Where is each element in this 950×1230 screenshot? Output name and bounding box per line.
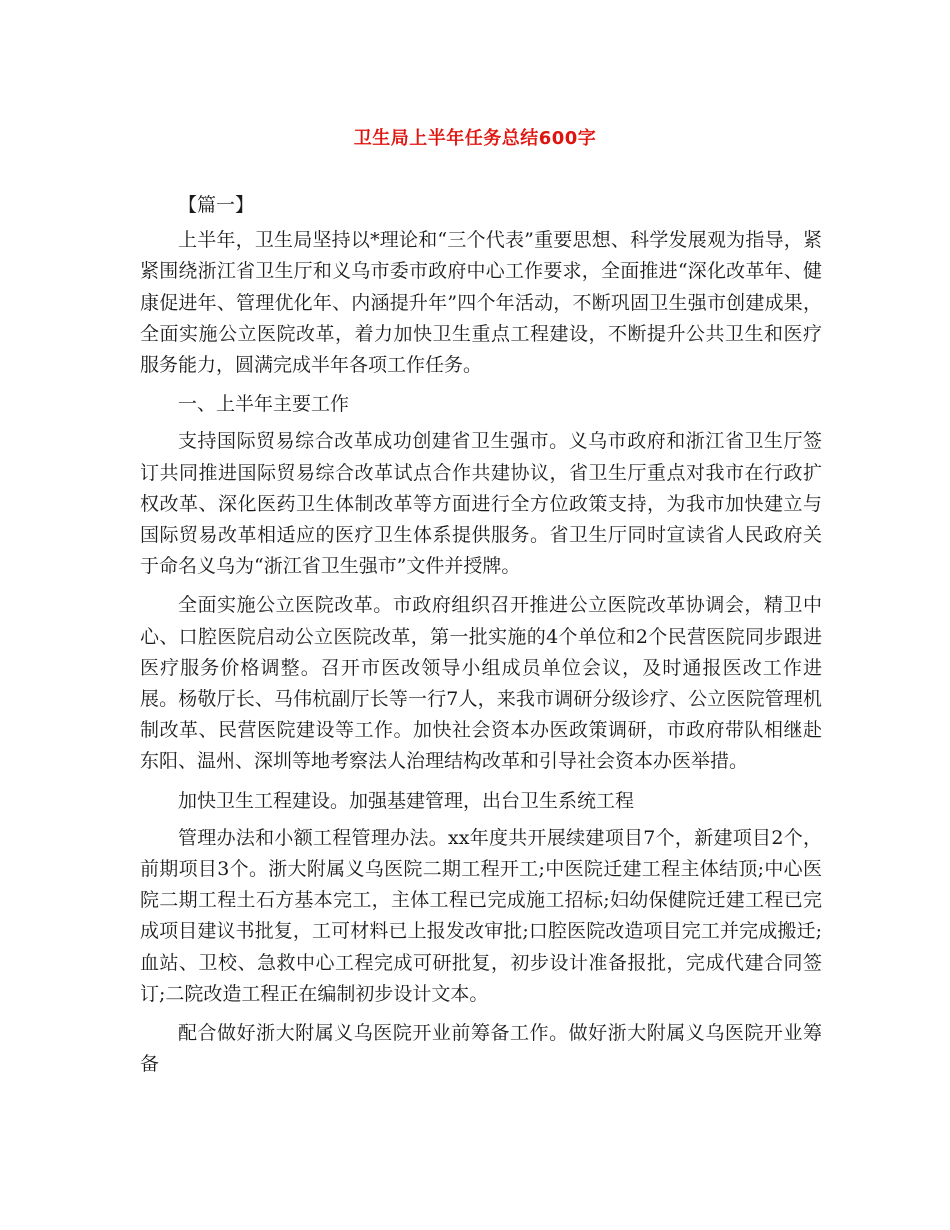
paragraph-opening-prep: 配合做好浙大附属义乌医院开业前筹备工作。做好浙大附属义乌医院开业筹备 — [140, 1022, 822, 1076]
paragraph-trade-reform: 支持国际贸易综合改革成功创建省卫生强市。义乌市政府和浙江省卫生厅签订共同推进国际贸易综合改革试点合作共建协议，省卫生厅重点对我市在行政扩权改革、深化医药卫生体制改革等方面进行全方位政策支持，为我市加快建立与国际贸易改革相适应的医疗卫生体系提供服务。省卫生厅同时宣读省人民政府关于命名义乌为“浙江省卫生强市”文件并授牌。 — [140, 430, 822, 578]
document-title: 卫生局上半年任务总结600字 — [353, 128, 597, 149]
section-heading: 一、上半年主要工作 — [178, 393, 350, 416]
section-label: 【篇一】 — [178, 194, 255, 216]
paragraph-construction-detail: 管理办法和小额工程管理办法。xx年度共开展续建项目7个，新建项目2个，前期项目3个。浙大附属义乌医院二期工程开工;中医院迁建工程主体结顶;中心医院二期工程土石方基本完工，主体工程已完成施工招标;妇幼保健院迁建工程已完成项目建议书批复，工可材料已上报发改审批;口腔医院改造项目完工并完成搬迁;血站、卫校、急救中心工程完成可研批复，初步设计准备报批，完成代建合同签订;二院改造工程正在编制初步设计文本。 — [140, 826, 822, 1005]
paragraph-intro: 上半年，卫生局坚持以*理论和“三个代表”重要思想、科学发展观为指导，紧紧围绕浙江省卫生厅和义乌市委市政府中心工作要求，全面推进“深化改革年、健康促进年、管理优化年、内涵提升年”四个年活动，不断巩固卫生强市创建成果，全面实施公立医院改革，着力加快卫生重点工程建设，不断提升公共卫生和医疗服务能力，圆满完成半年各项工作任务。 — [140, 229, 822, 377]
paragraph-hospital-reform: 全面实施公立医院改革。市政府组织召开推进公立医院改革协调会，精卫中心、口腔医院启动公立医院改革，第一批实施的4个单位和2个民营医院同步跟进医疗服务价格调整。召开市医改领导小组成员单位会议，及时通报医改工作进展。杨敬厅长、马伟杭副厅长等一行7人，来我市调研分级诊疗、公立医院管理机制改革、民营医院建设等工作。加快社会资本办医政策调研，市政府带队相继赴东阳、温州、深圳等地考察法人治理结构改革和引导社会资本办医举措。 — [140, 594, 822, 773]
document-body — [140, 190, 822, 1088]
paragraph-construction-lead: 加快卫生工程建设。加强基建管理，出台卫生系统工程 — [178, 789, 635, 812]
